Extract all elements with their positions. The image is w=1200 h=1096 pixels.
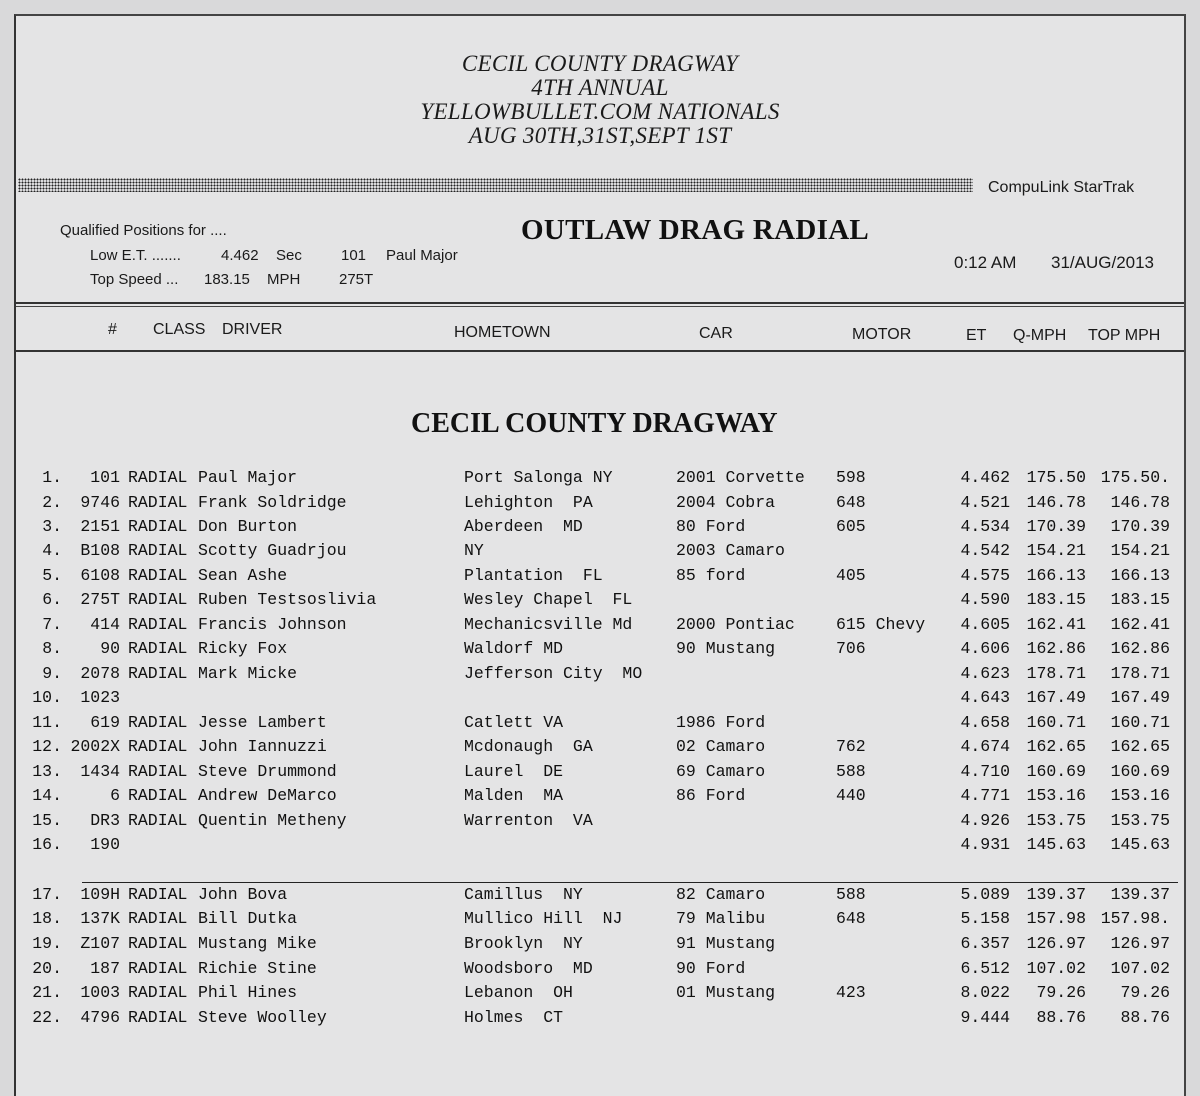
class-cell: RADIAL bbox=[128, 885, 188, 904]
position-cell: 18. bbox=[32, 909, 62, 928]
col-hometown: HOMETOWN bbox=[454, 324, 551, 341]
class-cell: RADIAL bbox=[128, 737, 188, 756]
elapsed-time-cell: 8.022 bbox=[960, 983, 1010, 1002]
class-cell: RADIAL bbox=[128, 811, 188, 830]
car-number-cell: 101 bbox=[90, 468, 120, 487]
qualifying-mph-cell: 139.37 bbox=[1026, 885, 1086, 904]
hometown-cell: Plantation FL bbox=[464, 566, 603, 585]
col-num: # bbox=[108, 321, 117, 338]
driver-cell: John Iannuzzi bbox=[198, 737, 327, 756]
car-number-cell: 190 bbox=[90, 835, 120, 854]
class-cell: RADIAL bbox=[128, 983, 188, 1002]
hometown-cell: Camillus NY bbox=[464, 885, 583, 904]
top-mph-cell: 153.75 bbox=[1110, 811, 1170, 830]
car-number-cell: Z107 bbox=[80, 934, 120, 953]
low-et-value: 4.462 bbox=[221, 247, 259, 264]
col-et: ET bbox=[966, 327, 987, 344]
table-row bbox=[16, 541, 1184, 565]
qualifying-mph-cell: 160.69 bbox=[1026, 762, 1086, 781]
driver-cell: Quentin Metheny bbox=[198, 811, 347, 830]
elapsed-time-cell: 4.710 bbox=[960, 762, 1010, 781]
table-row bbox=[16, 909, 1184, 933]
car-number-cell: 2078 bbox=[80, 664, 120, 683]
motor-cell: 423 bbox=[836, 983, 866, 1002]
car-cell: 82 Camaro bbox=[676, 885, 766, 904]
position-cell: 9. bbox=[42, 664, 62, 683]
elapsed-time-cell: 4.643 bbox=[960, 688, 1010, 707]
class-cell: RADIAL bbox=[128, 713, 188, 732]
table-row bbox=[16, 959, 1184, 983]
car-number-cell: 90 bbox=[100, 639, 120, 658]
event-header bbox=[16, 52, 1184, 148]
car-cell: 02 Camaro bbox=[676, 737, 766, 756]
elapsed-time-cell: 4.462 bbox=[960, 468, 1010, 487]
car-number-cell: 137K bbox=[80, 909, 120, 928]
qualifying-mph-cell: 157.98 bbox=[1026, 909, 1086, 928]
motor-cell: 648 bbox=[836, 493, 866, 512]
hometown-cell: NY bbox=[464, 541, 484, 560]
top-mph-cell: 183.15 bbox=[1110, 590, 1170, 609]
car-number-cell: 1023 bbox=[80, 688, 120, 707]
col-topmph: TOP MPH bbox=[1088, 327, 1161, 344]
table-row bbox=[16, 762, 1184, 786]
qualifying-mph-cell: 162.41 bbox=[1026, 615, 1086, 634]
col-driver: DRIVER bbox=[222, 321, 283, 338]
elapsed-time-cell: 4.590 bbox=[960, 590, 1010, 609]
position-cell: 6. bbox=[42, 590, 62, 609]
table-row bbox=[16, 934, 1184, 958]
low-et-car: 101 bbox=[341, 247, 367, 264]
header-line: 4TH ANNUAL bbox=[531, 75, 669, 100]
top-speed-label: Top Speed ... bbox=[90, 271, 179, 288]
class-cell: RADIAL bbox=[128, 615, 188, 634]
car-cell: 86 Ford bbox=[676, 786, 746, 805]
class-cell: RADIAL bbox=[128, 934, 188, 953]
track-title: CECIL COUNTY DRAGWAY bbox=[411, 408, 778, 439]
print-time: 0:12 AM bbox=[954, 253, 1017, 272]
motor-cell: 440 bbox=[836, 786, 866, 805]
position-cell: 5. bbox=[42, 566, 62, 585]
qualifying-mph-cell: 178.71 bbox=[1026, 664, 1086, 683]
qualifying-mph-cell: 166.13 bbox=[1026, 566, 1086, 585]
motor-cell: 588 bbox=[836, 762, 866, 781]
low-et-unit: Sec bbox=[276, 247, 302, 264]
top-mph-cell: 167.49 bbox=[1110, 688, 1170, 707]
car-cell: 2000 Pontiac bbox=[676, 615, 795, 634]
position-cell: 15. bbox=[32, 811, 62, 830]
car-cell: 2003 Camaro bbox=[676, 541, 785, 560]
hometown-cell: Woodsboro MD bbox=[464, 959, 593, 978]
hometown-cell: Brooklyn NY bbox=[464, 934, 583, 953]
table-row bbox=[16, 885, 1184, 909]
motor-cell: 605 bbox=[836, 517, 866, 536]
top-mph-cell: 157.98. bbox=[1100, 909, 1170, 928]
car-number-cell: 187 bbox=[90, 959, 120, 978]
car-cell: 1986 Ford bbox=[676, 713, 766, 732]
car-number-cell: 9746 bbox=[80, 493, 120, 512]
driver-cell: Ricky Fox bbox=[198, 639, 288, 658]
elapsed-time-cell: 4.926 bbox=[960, 811, 1010, 830]
driver-cell: Bill Dutka bbox=[198, 909, 298, 928]
top-mph-cell: 88.76 bbox=[1120, 1008, 1170, 1027]
qualifying-mph-cell: 107.02 bbox=[1026, 959, 1086, 978]
car-number-cell: 6108 bbox=[80, 566, 120, 585]
top-mph-cell: 160.71 bbox=[1110, 713, 1170, 732]
driver-cell: Paul Major bbox=[198, 468, 298, 487]
motor-cell: 598 bbox=[836, 468, 866, 487]
driver-cell: Richie Stine bbox=[198, 959, 317, 978]
class-cell: RADIAL bbox=[128, 541, 188, 560]
position-cell: 19. bbox=[32, 934, 62, 953]
class-cell: RADIAL bbox=[128, 517, 188, 536]
driver-cell: Phil Hines bbox=[198, 983, 298, 1002]
elapsed-time-cell: 4.605 bbox=[960, 615, 1010, 634]
elapsed-time-cell: 4.606 bbox=[960, 639, 1010, 658]
class-cell: RADIAL bbox=[128, 468, 188, 487]
elapsed-time-cell: 9.444 bbox=[960, 1008, 1010, 1027]
car-number-cell: 2151 bbox=[80, 517, 120, 536]
car-number-cell: 6 bbox=[110, 786, 120, 805]
car-cell: 90 Ford bbox=[676, 959, 746, 978]
qualifying-mph-cell: 88.76 bbox=[1036, 1008, 1086, 1027]
header-rule-bottom bbox=[16, 350, 1184, 352]
position-cell: 7. bbox=[42, 615, 62, 634]
table-row bbox=[16, 468, 1184, 492]
dotted-divider bbox=[18, 178, 973, 192]
qualifying-mph-cell: 153.16 bbox=[1026, 786, 1086, 805]
hometown-cell: Laurel DE bbox=[464, 762, 564, 781]
elapsed-time-cell: 4.575 bbox=[960, 566, 1010, 585]
driver-cell: Scotty Guadrjou bbox=[198, 541, 347, 560]
driver-cell: Francis Johnson bbox=[198, 615, 347, 634]
car-cell: 01 Mustang bbox=[676, 983, 776, 1002]
motor-cell: 706 bbox=[836, 639, 866, 658]
brand-label: CompuLink StarTrak bbox=[988, 179, 1135, 196]
position-cell: 10. bbox=[32, 688, 62, 707]
driver-cell: Andrew DeMarco bbox=[198, 786, 337, 805]
top-speed-unit: MPH bbox=[267, 271, 301, 288]
top-mph-cell: 178.71 bbox=[1110, 664, 1170, 683]
driver-cell: Sean Ashe bbox=[198, 566, 288, 585]
driver-cell: Mustang Mike bbox=[198, 934, 317, 953]
driver-cell: John Bova bbox=[198, 885, 288, 904]
header-rule-top-inner bbox=[16, 306, 1184, 307]
motor-cell: 615 Chevy bbox=[836, 615, 926, 634]
top-mph-cell: 160.69 bbox=[1110, 762, 1170, 781]
low-et-driver: Paul Major bbox=[386, 247, 458, 264]
position-cell: 2. bbox=[42, 493, 62, 512]
qualifying-mph-cell: 154.21 bbox=[1026, 541, 1086, 560]
table-row bbox=[16, 737, 1184, 761]
qualifying-mph-cell: 79.26 bbox=[1036, 983, 1086, 1002]
qualifying-mph-cell: 153.75 bbox=[1026, 811, 1086, 830]
top-mph-cell: 139.37 bbox=[1110, 885, 1170, 904]
class-cell: RADIAL bbox=[128, 566, 188, 585]
class-cell: RADIAL bbox=[128, 762, 188, 781]
table-row bbox=[16, 688, 1184, 712]
qualifying-mph-cell: 170.39 bbox=[1026, 517, 1086, 536]
hometown-cell: Lebanon OH bbox=[464, 983, 573, 1002]
hometown-cell: Holmes CT bbox=[464, 1008, 564, 1027]
car-cell: 2001 Corvette bbox=[676, 468, 805, 487]
hometown-cell: Mechanicsville Md bbox=[464, 615, 633, 634]
class-cell: RADIAL bbox=[128, 664, 188, 683]
elapsed-time-cell: 4.674 bbox=[960, 737, 1010, 756]
car-number-cell: 275T bbox=[80, 590, 120, 609]
qualifying-mph-cell: 175.50 bbox=[1026, 468, 1086, 487]
top-speed-value: 183.15 bbox=[204, 271, 250, 288]
position-cell: 13. bbox=[32, 762, 62, 781]
driver-cell: Ruben Testsoslivia bbox=[198, 590, 377, 609]
table-row bbox=[16, 811, 1184, 835]
table-row bbox=[16, 566, 1184, 590]
car-number-cell: 1434 bbox=[80, 762, 120, 781]
car-number-cell: 1003 bbox=[80, 983, 120, 1002]
position-cell: 22. bbox=[32, 1008, 62, 1027]
hometown-cell: Wesley Chapel FL bbox=[464, 590, 633, 609]
position-cell: 3. bbox=[42, 517, 62, 536]
car-number-cell: 414 bbox=[90, 615, 120, 634]
elapsed-time-cell: 4.623 bbox=[960, 664, 1010, 683]
top-mph-cell: 145.63 bbox=[1110, 835, 1170, 854]
position-cell: 21. bbox=[32, 983, 62, 1002]
top-mph-cell: 154.21 bbox=[1110, 541, 1170, 560]
table-row bbox=[16, 517, 1184, 541]
col-qmph: Q-MPH bbox=[1013, 327, 1067, 344]
table-row bbox=[16, 713, 1184, 737]
driver-cell: Steve Drummond bbox=[198, 762, 337, 781]
table-row bbox=[16, 983, 1184, 1007]
class-cell: RADIAL bbox=[128, 493, 188, 512]
driver-cell: Steve Woolley bbox=[198, 1008, 327, 1027]
driver-cell: Jesse Lambert bbox=[198, 713, 327, 732]
car-cell: 2004 Cobra bbox=[676, 493, 776, 512]
driver-cell: Mark Micke bbox=[198, 664, 298, 683]
qualifying-mph-cell: 183.15 bbox=[1026, 590, 1086, 609]
top-mph-cell: 162.41 bbox=[1110, 615, 1170, 634]
car-number-cell: 4796 bbox=[80, 1008, 120, 1027]
qualifying-mph-cell: 145.63 bbox=[1026, 835, 1086, 854]
elapsed-time-cell: 4.931 bbox=[960, 835, 1010, 854]
qualified-label: Qualified Positions for .... bbox=[60, 222, 227, 239]
driver-cell: Don Burton bbox=[198, 517, 298, 536]
header-line: AUG 30TH,31ST,SEPT 1ST bbox=[468, 123, 732, 148]
position-cell: 4. bbox=[42, 541, 62, 560]
table-row bbox=[16, 615, 1184, 639]
header-line: YELLOWBULLET.COM NATIONALS bbox=[420, 99, 780, 124]
header-rule-top bbox=[16, 302, 1184, 304]
header-line: CECIL COUNTY DRAGWAY bbox=[461, 51, 739, 76]
car-cell: 69 Camaro bbox=[676, 762, 766, 781]
top-mph-cell: 153.16 bbox=[1110, 786, 1170, 805]
elapsed-time-cell: 4.534 bbox=[960, 517, 1010, 536]
top-mph-cell: 79.26 bbox=[1120, 983, 1170, 1002]
position-cell: 17. bbox=[32, 885, 62, 904]
top-mph-cell: 166.13 bbox=[1110, 566, 1170, 585]
hometown-cell: Mullico Hill NJ bbox=[464, 909, 623, 928]
col-car: CAR bbox=[699, 325, 733, 342]
top-mph-cell: 162.86 bbox=[1110, 639, 1170, 658]
low-et-label: Low E.T. ....... bbox=[90, 247, 181, 264]
table-row bbox=[16, 1008, 1184, 1032]
position-cell: 12. bbox=[32, 737, 62, 756]
print-date: 31/AUG/2013 bbox=[1051, 253, 1155, 272]
hometown-cell: Malden MA bbox=[464, 786, 564, 805]
class-cell: RADIAL bbox=[128, 909, 188, 928]
motor-cell: 648 bbox=[836, 909, 866, 928]
table-row bbox=[16, 590, 1184, 614]
top-mph-cell: 162.65 bbox=[1110, 737, 1170, 756]
hometown-cell: Waldorf MD bbox=[464, 639, 564, 658]
top-mph-cell: 107.02 bbox=[1110, 959, 1170, 978]
car-number-cell: 2002X bbox=[70, 737, 120, 756]
qualifying-mph-cell: 162.65 bbox=[1026, 737, 1086, 756]
position-cell: 1. bbox=[42, 468, 62, 487]
position-cell: 8. bbox=[42, 639, 62, 658]
hometown-cell: Warrenton VA bbox=[464, 811, 593, 830]
position-cell: 16. bbox=[32, 835, 62, 854]
top-mph-cell: 170.39 bbox=[1110, 517, 1170, 536]
top-speed-car: 275T bbox=[339, 271, 374, 288]
position-cell: 11. bbox=[32, 713, 62, 732]
car-cell: 91 Mustang bbox=[676, 934, 776, 953]
table-row bbox=[16, 664, 1184, 688]
hometown-cell: Catlett VA bbox=[464, 713, 564, 732]
elapsed-time-cell: 4.521 bbox=[960, 493, 1010, 512]
col-class: CLASS bbox=[153, 321, 206, 338]
elapsed-time-cell: 6.357 bbox=[960, 934, 1010, 953]
car-cell: 90 Mustang bbox=[676, 639, 776, 658]
elapsed-time-cell: 5.158 bbox=[960, 909, 1010, 928]
car-cell: 85 ford bbox=[676, 566, 746, 585]
car-number-cell: B108 bbox=[80, 541, 120, 560]
qualifying-mph-cell: 162.86 bbox=[1026, 639, 1086, 658]
elapsed-time-cell: 6.512 bbox=[960, 959, 1010, 978]
motor-cell: 762 bbox=[836, 737, 866, 756]
top-mph-cell: 146.78 bbox=[1110, 493, 1170, 512]
table-row bbox=[16, 835, 1184, 859]
position-cell: 20. bbox=[32, 959, 62, 978]
elapsed-time-cell: 4.658 bbox=[960, 713, 1010, 732]
car-number-cell: DR3 bbox=[90, 811, 120, 830]
driver-cell: Frank Soldridge bbox=[198, 493, 347, 512]
elapsed-time-cell: 4.542 bbox=[960, 541, 1010, 560]
table-row bbox=[16, 786, 1184, 810]
top-mph-cell: 175.50. bbox=[1100, 468, 1170, 487]
table-row bbox=[16, 639, 1184, 663]
class-cell: RADIAL bbox=[128, 639, 188, 658]
car-cell: 79 Malibu bbox=[676, 909, 766, 928]
class-title: OUTLAW DRAG RADIAL bbox=[521, 214, 870, 246]
class-cell: RADIAL bbox=[128, 1008, 188, 1027]
motor-cell: 588 bbox=[836, 885, 866, 904]
class-cell: RADIAL bbox=[128, 786, 188, 805]
car-cell: 80 Ford bbox=[676, 517, 746, 536]
hometown-cell: Lehighton PA bbox=[464, 493, 593, 512]
qualifying-cutoff-line bbox=[82, 882, 1178, 883]
elapsed-time-cell: 5.089 bbox=[960, 885, 1010, 904]
class-cell: RADIAL bbox=[128, 959, 188, 978]
car-number-cell: 109H bbox=[80, 885, 120, 904]
qualifying-mph-cell: 146.78 bbox=[1026, 493, 1086, 512]
table-row bbox=[16, 493, 1184, 517]
results-sheet bbox=[14, 14, 1186, 1096]
qualifying-mph-cell: 126.97 bbox=[1026, 934, 1086, 953]
hometown-cell: Mcdonaugh GA bbox=[464, 737, 593, 756]
top-mph-cell: 126.97 bbox=[1110, 934, 1170, 953]
hometown-cell: Aberdeen MD bbox=[464, 517, 583, 536]
class-cell: RADIAL bbox=[128, 590, 188, 609]
hometown-cell: Port Salonga NY bbox=[464, 468, 613, 487]
hometown-cell: Jefferson City MO bbox=[464, 664, 643, 683]
elapsed-time-cell: 4.771 bbox=[960, 786, 1010, 805]
qualifying-mph-cell: 160.71 bbox=[1026, 713, 1086, 732]
qualifying-mph-cell: 167.49 bbox=[1026, 688, 1086, 707]
motor-cell: 405 bbox=[836, 566, 866, 585]
car-number-cell: 619 bbox=[90, 713, 120, 732]
col-motor: MOTOR bbox=[852, 326, 912, 343]
position-cell: 14. bbox=[32, 786, 62, 805]
